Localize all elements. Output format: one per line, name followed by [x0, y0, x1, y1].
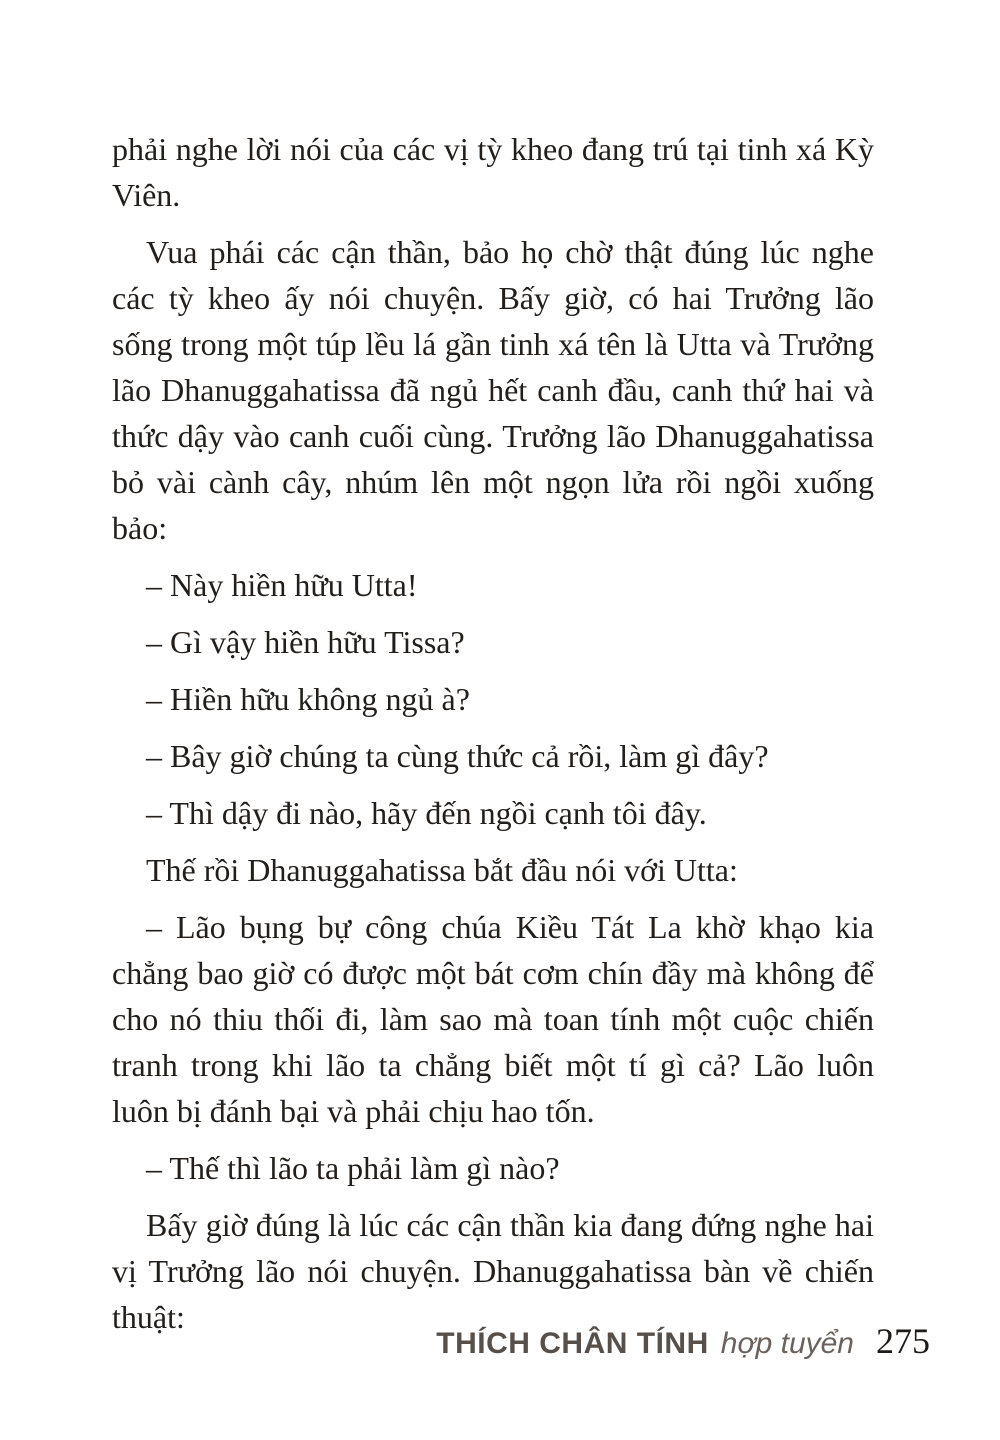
body-paragraph: Thế rồi Dhanuggahatissa bắt đầu nói với Utta:	[146, 852, 738, 888]
dialogue-line: – Bây giờ chúng ta cùng thức cả rồi, làm gì đây?	[146, 738, 769, 774]
body-paragraph: – Lão bụng bự công chúa Kiều Tát La khờ khạo kia chẳng bao giờ có được một bát cơm chín đầy mà không để cho nó thiu thối đi, làm sao mà toan tính một cuộc chiến tranh trong khi lão ta chẳng biết một tí gì cả? Lão luôn luôn bị đánh bại và phải chịu hao tốn.	[112, 909, 874, 1129]
body-paragraph: Bấy giờ đúng là lúc các cận thần kia đang đứng nghe hai vị Trưởng lão nói chuyện. Dhanuggahatissa bàn về chiến thuật:	[112, 1207, 874, 1335]
page-footer	[436, 1320, 930, 1362]
dialogue-line: – Này hiền hữu Utta!	[146, 567, 418, 603]
dialogue-line: – Thì dậy đi nào, hãy đến ngồi cạnh tôi đây.	[146, 795, 707, 831]
body-paragraph: Vua phái các cận thần, bảo họ chờ thật đúng lúc nghe các tỳ kheo ấy nói chuyện. Bấy giờ, có hai Trưởng lão sống trong một túp lều lá gần tinh xá tên là Utta và Trưởng lão Dhanuggahatissa đã ngủ hết canh đầu, canh thứ hai và thức dậy vào canh cuối cùng. Trưởng lão Dhanuggahatissa bỏ vài cành cây, nhúm lên một ngọn lửa rồi ngồi xuống bảo:	[112, 234, 874, 546]
page-body	[112, 126, 874, 1340]
dialogue-line: – Thế thì lão ta phải làm gì nào?	[146, 1150, 560, 1186]
body-paragraph: phải nghe lời nói của các vị tỳ kheo đang trú tại tinh xá Kỳ Viên.	[112, 131, 874, 213]
dialogue-line: – Gì vậy hiền hữu Tissa?	[146, 624, 465, 660]
page-number: 275	[876, 1321, 930, 1361]
footer-collection-title: hợp tuyển	[720, 1327, 854, 1360]
footer-author-name: THÍCH CHÂN TÍNH	[436, 1327, 709, 1360]
dialogue-line: – Hiền hữu không ngủ à?	[146, 681, 470, 717]
